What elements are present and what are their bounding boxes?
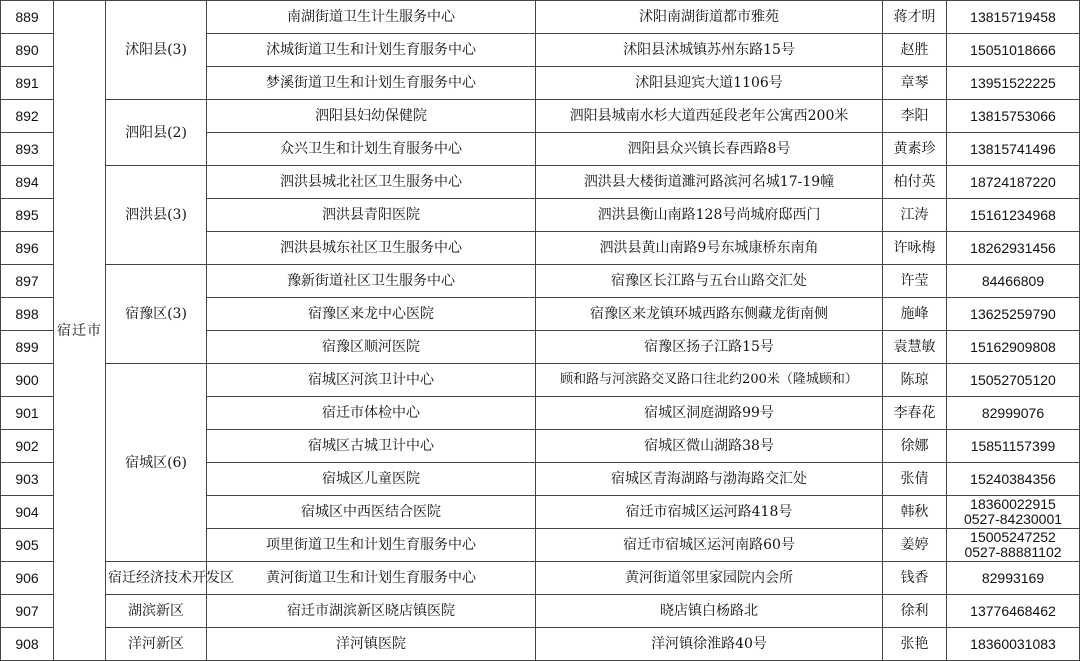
institution-name: 宿豫区来龙中心医院 <box>207 298 536 331</box>
district-cell: 宿豫区(3) <box>106 265 207 364</box>
contact-person: 钱香 <box>883 562 947 595</box>
row-number: 890 <box>1 34 54 67</box>
phone: 15161234968 <box>947 199 1080 232</box>
row-number: 896 <box>1 232 54 265</box>
institution-name: 南湖街道卫生计生服务中心 <box>207 1 536 34</box>
contact-person: 施峰 <box>883 298 947 331</box>
table-row <box>1 628 1080 661</box>
row-number: 900 <box>1 364 54 397</box>
institution-name: 宿城区河滨卫计中心 <box>207 364 536 397</box>
row-number: 907 <box>1 595 54 628</box>
district-cell: 泗阳县(2) <box>106 100 207 166</box>
row-number: 897 <box>1 265 54 298</box>
contact-person: 蒋才明 <box>883 1 947 34</box>
row-number: 895 <box>1 199 54 232</box>
institution-name: 宿城区儿童医院 <box>207 463 536 496</box>
address: 泗阳县众兴镇长春西路8号 <box>536 133 883 166</box>
phone: 82999076 <box>947 397 1080 430</box>
institution-name: 众兴卫生和计划生育服务中心 <box>207 133 536 166</box>
institution-name: 项里街道卫生和计划生育服务中心 <box>207 529 536 562</box>
row-number: 898 <box>1 298 54 331</box>
institution-name: 黄河街道卫生和计划生育服务中心 <box>207 562 536 595</box>
address: 沭阳县迎宾大道1106号 <box>536 67 883 100</box>
row-number: 894 <box>1 166 54 199</box>
address: 宿豫区扬子江路15号 <box>536 331 883 364</box>
row-number: 899 <box>1 331 54 364</box>
phone-landline: 0527-88881102 <box>964 544 1062 560</box>
contact-person: 张倩 <box>883 463 947 496</box>
address: 泗阳县城南水杉大道西延段老年公寓西200米 <box>536 100 883 133</box>
institution-name: 梦溪街道卫生和计划生育服务中心 <box>207 67 536 100</box>
phone: 18262931456 <box>947 232 1080 265</box>
phone: 82993169 <box>947 562 1080 595</box>
phone: 13625259790 <box>947 298 1080 331</box>
address: 沭阳南湖街道都市雅苑 <box>536 1 883 34</box>
contact-person: 徐娜 <box>883 430 947 463</box>
contact-person: 袁慧敏 <box>883 331 947 364</box>
row-number: 893 <box>1 133 54 166</box>
contact-person: 张艳 <box>883 628 947 661</box>
institution-name: 豫新街道社区卫生服务中心 <box>207 265 536 298</box>
table-row <box>1 166 1080 199</box>
institution-name: 宿城区中西医结合医院 <box>207 496 536 529</box>
table-row <box>1 100 1080 133</box>
address: 宿城区青海湖路与渤海路交汇处 <box>536 463 883 496</box>
institution-name: 宿迁市湖滨新区晓店镇医院 <box>207 595 536 628</box>
table-row <box>1 595 1080 628</box>
address: 宿城区微山湖路38号 <box>536 430 883 463</box>
phone: 13815753066 <box>947 100 1080 133</box>
phone-landline: 0527-84230001 <box>963 511 1063 527</box>
district-cell: 洋河新区 <box>106 628 207 661</box>
address: 泗洪县黄山南路9号东城康桥东南角 <box>536 232 883 265</box>
contact-person: 徐利 <box>883 595 947 628</box>
institution-name: 宿豫区顺河医院 <box>207 331 536 364</box>
row-number: 905 <box>1 529 54 562</box>
address: 黄河街道邻里家园院内会所 <box>536 562 883 595</box>
phone: 15851157399 <box>947 430 1080 463</box>
table-row <box>1 364 1080 397</box>
row-number: 891 <box>1 67 54 100</box>
phone: 15240384356 <box>947 463 1080 496</box>
address: 宿豫区长江路与五台山路交汇处 <box>536 265 883 298</box>
institution-name: 泗洪县城东社区卫生服务中心 <box>207 232 536 265</box>
district-cell: 湖滨新区 <box>106 595 207 628</box>
institution-name: 沭城街道卫生和计划生育服务中心 <box>207 34 536 67</box>
phone: 15051018666 <box>947 34 1080 67</box>
address: 洋河镇徐淮路40号 <box>536 628 883 661</box>
table-row <box>1 265 1080 298</box>
row-number: 889 <box>1 1 54 34</box>
phone: 13815741496 <box>947 133 1080 166</box>
contact-person: 李春花 <box>883 397 947 430</box>
contact-person: 章琴 <box>883 67 947 100</box>
institution-name: 泗洪县青阳医院 <box>207 199 536 232</box>
phone: 15005247252 <box>970 529 1056 545</box>
institution-name: 宿城区古城卫计中心 <box>207 430 536 463</box>
contact-person: 赵胜 <box>883 34 947 67</box>
phone-cell <box>947 529 1080 562</box>
contact-person: 许咏梅 <box>883 232 947 265</box>
phone: 18360022915 <box>970 496 1056 512</box>
district-cell: 宿迁经济技术开发区 <box>106 562 207 595</box>
row-number: 892 <box>1 100 54 133</box>
row-number: 908 <box>1 628 54 661</box>
phone: 15162909808 <box>947 331 1080 364</box>
contact-person: 黄素珍 <box>883 133 947 166</box>
contact-person: 李阳 <box>883 100 947 133</box>
address: 沭阳县沭城镇苏州东路15号 <box>536 34 883 67</box>
phone-cell <box>947 496 1080 529</box>
contact-person: 姜婷 <box>883 529 947 562</box>
institution-name: 洋河镇医院 <box>207 628 536 661</box>
address: 泗洪县大楼街道濉河路滨河名城17-19幢 <box>536 166 883 199</box>
phone: 18724187220 <box>947 166 1080 199</box>
address: 顾和路与河滨路交叉路口往北约200米（隆城顾和） <box>536 364 883 397</box>
phone: 13815719458 <box>947 1 1080 34</box>
phone: 13776468462 <box>947 595 1080 628</box>
institution-name: 宿迁市体检中心 <box>207 397 536 430</box>
address: 泗洪县衡山南路128号尚城府邸西门 <box>536 199 883 232</box>
phone: 84466809 <box>947 265 1080 298</box>
row-number: 904 <box>1 496 54 529</box>
district-cell: 沭阳县(3) <box>106 1 207 100</box>
phone: 18360031083 <box>947 628 1080 661</box>
phone: 15052705120 <box>947 364 1080 397</box>
row-number: 906 <box>1 562 54 595</box>
table-row <box>1 1 1080 34</box>
phone: 13951522225 <box>947 67 1080 100</box>
contact-person: 许莹 <box>883 265 947 298</box>
contact-person: 陈琼 <box>883 364 947 397</box>
institution-name: 泗洪县城北社区卫生服务中心 <box>207 166 536 199</box>
contact-person: 柏付英 <box>883 166 947 199</box>
district-cell: 宿城区(6) <box>106 364 207 562</box>
district-cell: 泗洪县(3) <box>106 166 207 265</box>
institution-name: 泗阳县妇幼保健院 <box>207 100 536 133</box>
table-row <box>1 562 1080 595</box>
address: 宿迁市宿城区运河南路60号 <box>536 529 883 562</box>
row-number: 901 <box>1 397 54 430</box>
contact-person: 江涛 <box>883 199 947 232</box>
address: 宿豫区来龙镇环城西路东侧藏龙街南侧 <box>536 298 883 331</box>
address: 晓店镇白杨路北 <box>536 595 883 628</box>
contact-person: 韩秋 <box>883 496 947 529</box>
address: 宿迁市宿城区运河路418号 <box>536 496 883 529</box>
city-cell: 宿迁市 <box>54 1 106 661</box>
address: 宿城区洞庭湖路99号 <box>536 397 883 430</box>
row-number: 903 <box>1 463 54 496</box>
row-number: 902 <box>1 430 54 463</box>
